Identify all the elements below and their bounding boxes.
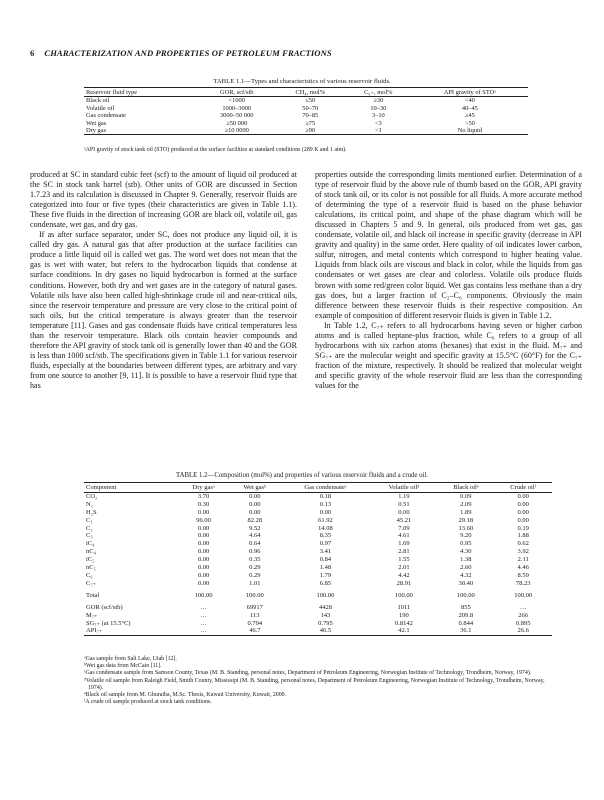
paragraph: In Table 1.2, C₇₊ refers to all hydrocarbons having seven or higher carbon atoms and is called heptane-plus fraction, while C₆ refers to a group of all hydrocarbons with six carbon atoms (hexanes) that exist in the fluid. M₇₊ and SG₇₊ are the molecular weight and specific gravity at 15.5°C (60°F) for the C₇₊ fraction of the mixture, respectively. It should be realized that molecular weight and specific gravity of the whole reservoir fluid are less than the corresponding values for the (315, 320, 582, 390)
table-cell: API₇₊ (84, 627, 178, 635)
table-cell: 0.96 (249, 548, 261, 556)
table-cell: 46.7 (229, 627, 281, 635)
table-cell: 3.41 (319, 548, 332, 556)
table-cell: … (519, 603, 527, 611)
table-row (84, 532, 552, 540)
table-cell: 3000–50 000 (219, 112, 254, 120)
table-cell: 8.35 (319, 532, 332, 540)
table2 (84, 482, 552, 636)
table-cell: … (178, 627, 229, 635)
table2-footnote: ᵇWet gas data from McCain [11]. (84, 663, 162, 670)
table-cell: 0.29 (249, 564, 261, 572)
table-cell: 96.00 (196, 516, 211, 524)
table1-column-header: Reservoir fluid type (84, 88, 198, 97)
table-cell: 0.64 (249, 540, 261, 548)
body-column-left (30, 170, 297, 391)
table-cell: 50–70 (302, 104, 319, 112)
table-cell: 4.30 (460, 548, 472, 556)
table-row (84, 588, 552, 600)
table-cell: 100.00 (456, 591, 475, 599)
table-cell: 855 (460, 603, 471, 611)
table2-footnote: ᵉBlack oil sample from M. Ghuraiba, M.Sc. Thesis, Kuwait University, Kuwait, 2000. (84, 692, 287, 699)
table-cell: 30.40 (458, 579, 474, 587)
table-cell: 70–85 (302, 112, 319, 120)
table-cell: 100.00 (316, 591, 335, 599)
table-cell: 1000–3000 (222, 104, 252, 112)
table-cell: C₁ (86, 516, 93, 524)
table-cell: ≤50 (305, 97, 316, 105)
table-cell: iC₅ (86, 556, 95, 564)
table-row (84, 556, 552, 564)
table-row (84, 572, 552, 580)
table-cell: 0.97 (319, 540, 332, 548)
table-cell: 2.01 (398, 564, 410, 572)
table-cell: No liquid (412, 127, 528, 135)
table-cell: 0.00 (197, 508, 210, 516)
paragraph: properties outside the corresponding limits mentioned earlier. Determination of a type of reservoir fluid by the above rule of thumb based on the GOR, API gravity of stock tank oil, or its color is not possible for all fluids. A more accurate method of determining the type of a reservoir fluid is based on the phase behavior calculations, its critical point, and shape of the phase diagram which will be discussed in Chapters 5 and 9. In general, oils produced from wet gas, gas condensate, volatile oil, and black oil increase in specific gravity (decrease in API gravity and quality) in the same order. Here quality of oil indicates lower carbon, sulfur, nitrogen, and metal contents which correspond to higher heating value. Liquids from black oils are viscous and black in color, while the liquids from gas condensates or wet gases are clear and colorless. Volatile oils produce fluids brown with some red/green color liquid. Wet gas contains less methane than a dry gas does, but a larger fraction of C₂–C₆ components. Obviously the main difference between these reservoir fluids is their respective composition. An example of composition of different reservoir fluids is given in Table 1.2. (315, 170, 582, 320)
table-cell: 78.23 (515, 579, 531, 587)
body-column-right (315, 170, 582, 391)
table2-column-header: Volatile oilᵈ (370, 483, 437, 493)
table-cell: 0.19 (517, 524, 529, 532)
running-header (30, 48, 332, 58)
table-cell: 1.38 (460, 556, 472, 564)
page-number: 6 (30, 48, 35, 58)
table-cell: 4.64 (249, 532, 261, 540)
table-cell: 4.61 (398, 532, 410, 540)
table2-column-header: Gas condensateᶜ (281, 483, 371, 493)
table-cell: >50 (464, 119, 475, 127)
table2-footnote: ᵈVolatile oil sample from Raleigh Field, Smith County, Mississipi (M. B. Standing, personal notes, Department of Petroleum Engineering, Norwegian Institute of Technology, Trondheim, Norway, 1974). (84, 677, 545, 691)
table-cell: Volatile oil (86, 104, 115, 112)
table-row (84, 112, 528, 119)
paragraph: If as after surface separator, under SC, does not produce any liquid oil, it is called dry gas. A natural gas that after production at the surface facilities can produce a little liquid oil is called wet gas. The word wet does not mean that the gas is wet with water, but refers to the hydrocarbon liquids that condense at surface conditions. In dry gases no liquid hydrocarbon is formed at the surface conditions. However, both dry and wet gases are in the category of natural gases. Volatile oils have also been called high-shrinkage crude oil and near-critical oils, since the reservoir temperature and pressure are very close to the critical point of such oils, but the critical temperature is always greater than the reservoir temperature [11]. Gases and gas condensate fluids have critical temperatures less than the reservoir temperature. Black oils contain heavier compounds and therefore the API gravity of stock tank oil is generally lower than 40 and the GOR is less than 1000 scf/stb. The specifications given in Table 1.1 for various reservoir fluids, especially at the boundaries between different types, are arbitrary and vary from one source to another [9, 11]. It is possible to have a reservoir fluid type that has (30, 230, 297, 390)
table-row (84, 548, 552, 556)
table-cell: 100.00 (245, 591, 264, 599)
table-cell: 1.01 (249, 579, 261, 587)
table-cell: H₂S (86, 508, 97, 516)
table-cell: <3 (374, 119, 382, 127)
table-cell: 36.1 (437, 627, 494, 635)
table-cell: 28.91 (396, 579, 412, 587)
table-cell: … (200, 611, 207, 619)
table-cell: 2.81 (398, 548, 410, 556)
table-cell: N₂ (86, 500, 93, 508)
table-cell: ≥75 (305, 119, 316, 127)
table-row (84, 564, 552, 572)
table-cell: 0.13 (319, 500, 332, 508)
table-cell: 2.11 (517, 556, 529, 564)
table-cell: 0.00 (319, 508, 332, 516)
table-cell: 4.46 (517, 564, 529, 572)
table-cell: 6.85 (319, 579, 332, 587)
table2-footnote: ᶜGas condensate sample from Samson County, Texas (M. B. Standing, personal notes, Department of Petroleum Engineering, Norwegian Institute of Technology, Trondheim, Norway, 1974). (84, 670, 532, 677)
table-cell: 82.28 (247, 516, 263, 524)
table-cell: C₆ (86, 571, 93, 579)
table-cell: 0.844 (458, 619, 474, 627)
table-cell: 8.59 (517, 571, 529, 579)
table-cell: 0.00 (398, 508, 410, 516)
table-row (84, 517, 552, 525)
table-cell: 2.60 (460, 564, 472, 572)
table-cell: <40 (464, 97, 475, 105)
table-cell: 7.09 (398, 524, 410, 532)
table-cell: nC₅ (86, 564, 96, 572)
table-cell: 1011 (397, 603, 411, 611)
table-cell: M₇₊ (86, 611, 98, 619)
table-cell: 100.00 (514, 591, 533, 599)
table-cell: 0.00 (197, 524, 210, 532)
table-cell: ≥50 000 (226, 119, 248, 127)
table-cell: ≥90 (276, 127, 345, 135)
table-row (84, 620, 552, 628)
table-cell: 0.09 (460, 492, 472, 500)
table-cell: 0.00 (249, 492, 261, 500)
table-row (84, 105, 528, 112)
table-row (84, 525, 552, 533)
table-row (84, 127, 528, 135)
table1-caption: TABLE 1.1—Types and characteristics of various reservoir fluids. (213, 78, 391, 85)
table-cell: 0.00 (249, 508, 261, 516)
table-cell: 3.92 (517, 548, 529, 556)
table-cell: 40–45 (461, 104, 478, 112)
table-cell: 3–10 (371, 112, 385, 120)
table-cell: 0.8142 (394, 619, 413, 627)
table-cell: 0.95 (460, 540, 472, 548)
table-cell: 1.55 (398, 556, 410, 564)
table-cell: 0.00 (249, 500, 261, 508)
table-cell: 0.795 (318, 619, 333, 627)
table-cell: 143 (320, 611, 331, 619)
table-cell: ≥10 0000 (198, 127, 276, 135)
table-row (84, 612, 552, 620)
table-cell: 0.00 (197, 532, 210, 540)
table-cell: Total (86, 591, 100, 599)
table-cell: 0.29 (249, 571, 261, 579)
table-row (84, 627, 552, 635)
table-cell: 0.00 (197, 548, 210, 556)
table-cell: 0.62 (517, 540, 529, 548)
table-cell: 0.00 (197, 556, 210, 564)
table-row (84, 492, 552, 500)
table-row (84, 501, 552, 509)
table-row (84, 120, 528, 127)
table2-footnote: ᵃGas sample from Salt Lake, Utah [12]. (84, 656, 177, 662)
table-cell: 1.19 (398, 492, 410, 500)
table-cell: 14.08 (318, 524, 333, 532)
table-cell: 0.00 (517, 492, 529, 500)
table-cell: 69917 (246, 603, 263, 611)
table-cell: C₃ (86, 532, 93, 540)
table-cell: 9.20 (460, 532, 472, 540)
table-cell: C₂ (86, 524, 93, 532)
table-cell: <1000 (228, 97, 245, 105)
table1-column-header: C₆₊, mol% (345, 88, 412, 97)
table2-column-header: Black oilᵉ (437, 483, 494, 493)
table-cell: 1.69 (398, 540, 410, 548)
paragraph: produced at SC in standard cubic feet (scf) to the amount of liquid oil produced at the SC in stock tank barrel (stb). Other units of GOR are discussed in Section 1.7.23 and its calculation is discussed in Chapter 9. Generally, reservoir fluids are categorized into four or five types (their characteristics are given in Table 1.1). These five fluids in the direction of increasing GOR are black oil, volatile oil, gas condensate, wet gas, and dry gas. (30, 170, 297, 230)
table-row (84, 580, 552, 588)
running-title: CHARACTERIZATION AND PROPERTIES OF PETROLEUM FRACTIONS (44, 48, 332, 58)
table1-column-header: CH₄, mol% (276, 88, 345, 97)
table-cell: 2.09 (460, 500, 472, 508)
table-cell: 46.5 (281, 627, 371, 635)
table-cell: 45.21 (396, 516, 412, 524)
table-cell: 209.8 (458, 611, 474, 619)
table-cell: Black oil (86, 97, 110, 105)
table-cell: 100.00 (194, 591, 213, 599)
table-cell: 13.60 (458, 524, 474, 532)
table-row (84, 540, 552, 548)
table-cell: 4428 (318, 603, 332, 611)
table-cell: 10–30 (370, 104, 387, 112)
table2-column-header: Crude oilᶠ (494, 483, 552, 493)
table-cell: Gas condensate (86, 112, 126, 120)
table-cell: nC₄ (86, 548, 96, 556)
table-cell: <1 (345, 127, 412, 135)
table1-footnote: ᵃAPI gravity of stock tank oil (STO) produced at the surface facilities at standard conditions (289 K and 1 atm). (84, 147, 347, 153)
table-cell: 0.84 (319, 556, 332, 564)
table-cell: 0.00 (197, 579, 210, 587)
table-cell: 4.32 (460, 571, 472, 579)
table-cell: 1.79 (319, 571, 332, 579)
table-cell: 0.00 (517, 508, 529, 516)
table1 (84, 87, 528, 135)
table-cell: 4.42 (398, 571, 410, 579)
table-cell: 0.00 (517, 516, 529, 524)
table-cell: 0.794 (247, 619, 263, 627)
table-row (84, 600, 552, 612)
table-cell: 0.35 (249, 556, 261, 564)
table2-caption: TABLE 1.2—Composition (mol%) and properties of various reservoir fluids and a crude oil. (175, 472, 429, 479)
table2-footnote: ᶠA crude oil sample produced at stock tank conditions. (84, 699, 212, 706)
table-cell: Dry gas (84, 127, 198, 135)
table-cell: 29.18 (458, 516, 474, 524)
table-cell: 190 (399, 611, 409, 619)
table-cell: CO₂ (86, 492, 98, 500)
table-cell: 0.30 (197, 500, 210, 508)
table-cell: SG₇₊ (at 15.5°C) (86, 619, 131, 627)
table-cell: 3.70 (197, 492, 210, 500)
table-cell: ≥30 (373, 97, 384, 105)
table-cell: 0.00 (197, 571, 210, 579)
table-cell: 266 (518, 611, 529, 619)
table2-footnotes (84, 656, 554, 706)
table-cell: … (200, 603, 207, 611)
table1-column-header: API gravity of STOᵃ (412, 88, 528, 97)
table-cell: 61.92 (318, 516, 333, 524)
table-row (84, 509, 552, 517)
table-cell: 0.895 (515, 619, 531, 627)
table-cell: Wet gas (86, 119, 107, 127)
table-cell: 100.00 (394, 591, 413, 599)
table-cell: 1.48 (319, 564, 332, 572)
table-cell: 0.51 (398, 500, 410, 508)
table2-column-header: Component (84, 483, 178, 493)
table-cell: 0.00 (197, 540, 210, 548)
table-cell: … (200, 619, 207, 627)
table-cell: GOR (scf/stb) (86, 603, 123, 611)
table-cell: 113 (250, 611, 260, 619)
table-cell: 42.1 (370, 627, 437, 635)
table-cell: C₇₊ (86, 579, 97, 587)
table-cell: 1.89 (460, 508, 472, 516)
table1-column-header: GOR, scf/stb (198, 88, 276, 97)
table-cell: 0.00 (517, 500, 529, 508)
table-cell: 0.00 (197, 564, 210, 572)
table-cell: 9.52 (249, 524, 261, 532)
table-cell: 0.18 (319, 492, 332, 500)
table-cell: iC₄ (86, 540, 95, 548)
table-cell: ≥45 (464, 112, 475, 120)
table-cell: 26.6 (494, 627, 552, 635)
table2-column-header: Wet gasᵇ (229, 483, 281, 493)
table-row (84, 97, 528, 105)
table-cell: 1.88 (517, 532, 529, 540)
table2-column-header: Dry gasᵃ (178, 483, 229, 493)
